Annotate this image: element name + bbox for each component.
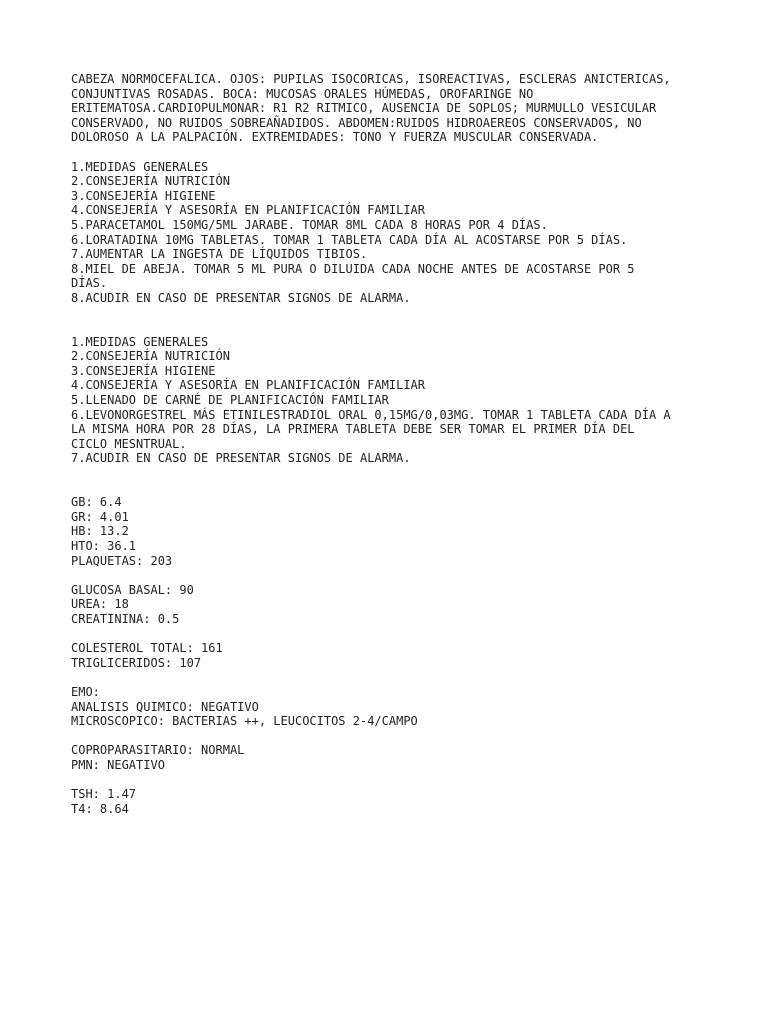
spacer [71, 773, 711, 788]
labs-chemistry [71, 583, 711, 627]
spacer [71, 627, 711, 642]
spacer [71, 481, 711, 496]
lab-result: EMO: [71, 684, 100, 699]
lab-result: HTO: 36.1 [71, 539, 137, 553]
plan-item: LA MISMA HORA POR 28 DÍAS, LA PRIMERA TABLETA DEBE SER TOMAR EL PRIMER DÍA DEL [71, 422, 635, 437]
text-line: CONSERVADO, NO RUIDOS SOBREAÑADIDOS. ABDOMEN:RUIDOS HIDROAEREOS CONSERVADOS, NO [71, 115, 642, 130]
labs-lipids [71, 641, 711, 670]
lab-result: MICROSCOPICO: BACTERIAS ++, LEUCOCITOS 2-4/CAMPO [71, 714, 418, 729]
plan-item: 8.MIEL DE ABEJA. TOMAR 5 ML PURA O DILUIDA CADA NOCHE ANTES DE ACOSTARSE POR 5 [71, 261, 635, 276]
treatment-plan-1 [71, 160, 711, 306]
lab-result: GR: 4.01 [71, 509, 129, 524]
lab-result: COPROPARASITARIO: NORMAL [71, 743, 245, 758]
plan-item: 5.PARACETAMOL 150MG/5ML JARABE. TOMAR 8ML CADA 8 HORAS POR 4 DÍAS. [71, 217, 548, 232]
labs-hemogram [71, 495, 711, 568]
text-line: CONJUNTIVAS ROSADAS. BOCA: MUCOSAS ORALES HÚMEDAS, OROFARINGE NO [71, 86, 534, 101]
lab-result: HB: 13.2 [71, 524, 129, 539]
treatment-plan-2 [71, 335, 711, 466]
plan-item: 2.CONSEJERÍA NUTRICIÓN [71, 349, 230, 364]
lab-result: COLESTEROL TOTAL: 161 [71, 641, 223, 656]
lab-result: PMN: NEGATIVO [71, 757, 165, 772]
labs-thyroid [71, 787, 711, 816]
plan-item: 7.ACUDIR EN CASO DE PRESENTAR SIGNOS DE ALARMA. [71, 451, 411, 466]
lab-result: T4: 8.64 [71, 801, 129, 816]
plan-item: 1.MEDIDAS GENERALES [71, 159, 209, 174]
plan-item: 5.LLENADO DE CARNÉ DE PLANIFICACIÓN FAMILIAR [71, 393, 389, 408]
lab-result: TSH: 1.47 [71, 787, 137, 802]
text-line: ERITEMATOSA.CARDIOPULMONAR: R1 R2 RITMICO, AUSENCIA DE SOPLOS; MURMULLO VESICULAR [71, 101, 657, 116]
spacer [71, 466, 711, 481]
plan-item: 3.CONSEJERÍA HIGIENE [71, 188, 216, 203]
spacer [71, 670, 711, 685]
lab-result: UREA: 18 [71, 597, 129, 612]
lab-result: ANALISIS QUIMICO: NEGATIVO [71, 699, 259, 714]
lab-result: GLUCOSA BASAL: 90 [71, 582, 194, 597]
plan-item: 6.LEVONORGESTREL MÁS ETINILESTRADIOL ORAL 0,15MG/0,03MG. TOMAR 1 TABLETA CADA DÍA A [71, 407, 671, 422]
plan-item: CICLO MESNTRUAL. [71, 436, 187, 451]
plan-item: 4.CONSEJERÍA Y ASESORÍA EN PLANIFICACIÓN FAMILIAR [71, 203, 426, 218]
plan-item: 1.MEDIDAS GENERALES [71, 334, 209, 349]
spacer [71, 320, 711, 335]
spacer [71, 145, 711, 160]
text-line: CABEZA NORMOCEFALICA. OJOS: PUPILAS ISOCORICAS, ISOREACTIVAS, ESCLERAS ANICTERICAS, [71, 72, 671, 86]
plan-item: 4.CONSEJERÍA Y ASESORÍA EN PLANIFICACIÓN FAMILIAR [71, 378, 426, 393]
physical-exam-paragraph [71, 72, 711, 145]
plan-item: 7.AUMENTAR LA INGESTA DE LÍQUIDOS TIBIOS. [71, 247, 368, 262]
spacer [71, 306, 711, 321]
spacer [71, 568, 711, 583]
plan-item: 6.LORATADINA 10MG TABLETAS. TOMAR 1 TABLETA CADA DÍA AL ACOSTARSE POR 5 DÍAS. [71, 232, 628, 247]
spacer [71, 729, 711, 744]
lab-result: TRIGLICERIDOS: 107 [71, 655, 202, 670]
plan-item: 3.CONSEJERÍA HIGIENE [71, 363, 216, 378]
labs-stool [71, 743, 711, 772]
lab-result: PLAQUETAS: 203 [71, 553, 173, 568]
lab-result: GB: 6.4 [71, 495, 122, 510]
labs-urinalysis [71, 685, 711, 729]
plan-item: DÍAS. [71, 276, 108, 291]
text-line: DOLOROSO A LA PALPACIÓN. EXTREMIDADES: TONO Y FUERZA MUSCULAR CONSERVADA. [71, 130, 599, 145]
lab-result: CREATININA: 0.5 [71, 611, 180, 626]
plan-item: 2.CONSEJERÍA NUTRICIÓN [71, 174, 230, 189]
document-page [71, 72, 711, 816]
plan-item: 8.ACUDIR EN CASO DE PRESENTAR SIGNOS DE ALARMA. [71, 290, 411, 305]
